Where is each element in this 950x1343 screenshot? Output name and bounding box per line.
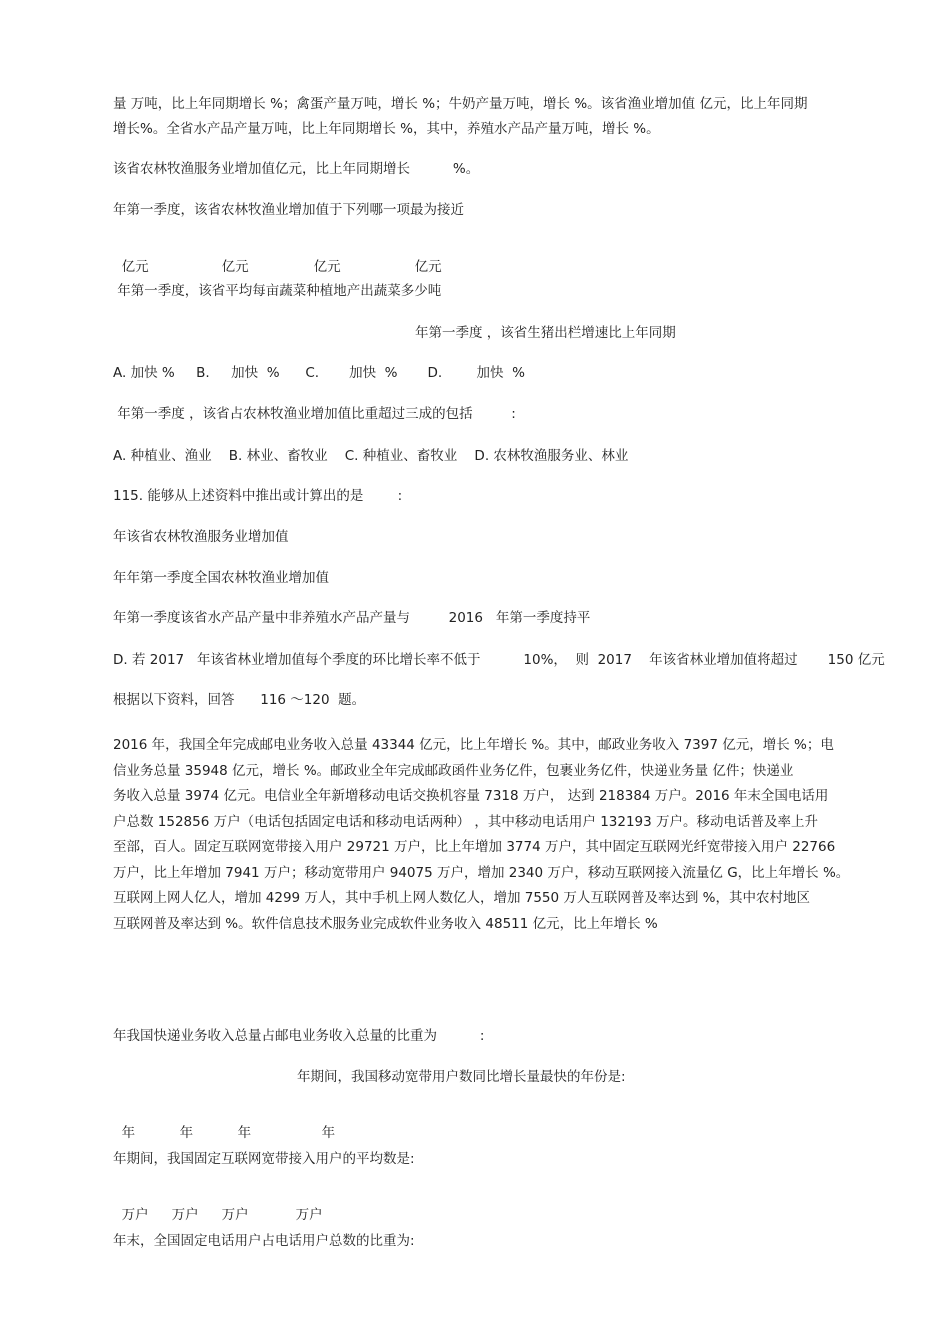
option-b: 亿元 — [221, 259, 249, 275]
question-117: 年期间，我国移动宽带用户数同比增长量最快的年份是: — [297, 1069, 626, 1085]
option-c: 亿元 — [313, 259, 341, 275]
option-c: 万户 — [221, 1207, 249, 1223]
option-d: 万户 — [295, 1207, 323, 1223]
option-b: 年 — [179, 1125, 194, 1141]
option-b: 万户 — [171, 1207, 199, 1223]
line-service-value: 该省农林牧渔服务业增加值亿元，比上年同期增长 %。 — [113, 161, 480, 177]
option-d: 亿元 — [414, 259, 442, 275]
question-pig-growth: 年第一季度 ，该省生猪出栏增速比上年同期 — [415, 325, 676, 341]
option-d: 年 — [321, 1125, 336, 1141]
options-year — [113, 1109, 335, 1141]
paragraph-agriculture: 量 万吨，比上年同期增长 %；禽蛋产量万吨，增长 %；牛奶产量万吨，增长 %。该省渔业增加值 亿元，比上年同期 增长%。全省水产品产量万吨，比上年同期增长 %，其中，养殖水产品产量万吨，增长 %。 — [113, 96, 808, 137]
option-c: 年 — [237, 1125, 252, 1141]
answer-115-c: 年第一季度该省水产品产量中非养殖水产品产量与 2016 年第一季度持平 — [113, 610, 591, 626]
option-a: 万户 — [121, 1207, 149, 1223]
options-yi-yuan — [113, 243, 442, 275]
paragraph-telecom: 2016 年，我国全年完成邮电业务收入总量 43344 亿元，比上年增长 %。其中，邮政业务收入 7397 亿元，增长 %；电 信业务总量 35948 亿元，增长 %。邮政业全年完成邮政函件业务亿件，包裹业务亿件，快递业务量 亿件；快递业 务收入总量 3974 亿元。电信业全年新增移动电话交换机容量 7318 万户， 达到 218384 万户。2016 年末全国电话用 户总数 152856 万户（电话包括固定电话和移动电话两种） ，其中移动电话用户 132193 万户。移动电话普及率上升 至部，百人。固定互联网宽带接入用户 29721 万户，比上年增加 3774 万户，其中固定互联网光纤宽带接入用户 22766 万户，比上年增加 7941 万户；移动宽带用户 94075 万户，增加 2340 万户，移动互联网接入流量亿 G，比上年增长 %。 互联网上网人亿人，增加 4299 万人，其中手机上网人数亿人，增加 7550 万人互联网普及率达到 %，其中农村地区 互联网普及率达到 %。软件信息技术服务业完成软件业务收入 48511 亿元，比上年增长 % — [113, 737, 850, 932]
option-a: 亿元 — [121, 259, 149, 275]
question-share: 年第一季度 ，该省占农林牧渔业增加值比重超过三成的包括 : — [113, 406, 516, 422]
question-115: 115. 能够从上述资料中推出或计算出的是 : — [113, 488, 403, 504]
answer-115-b: 年年第一季度全国农林牧渔业增加值 — [113, 570, 329, 586]
options-share: A. 种植业、渔业 B. 林业、畜牧业 C. 种植业、畜牧业 D. 农林牧渔服务业、林业 — [113, 448, 629, 464]
answer-115-d: D. 若 2017 年该省林业增加值每个季度的环比增长率不低于 10%， 则 2017 年该省林业增加值将超过 150 亿元 — [113, 652, 885, 668]
question-119: 年末，全国固定电话用户占电话用户总数的比重为: — [113, 1233, 415, 1249]
intro-116-120: 根据以下资料，回答 116 ～120 题。 — [113, 692, 366, 708]
question-vegetable-yield: 年第一季度，该省平均每亩蔬菜种植地产出蔬菜多少吨 — [113, 283, 442, 299]
question-first-quarter-value: 年第一季度，该省农林牧渔业增加值于下列哪一项最为接近 — [113, 202, 464, 218]
answer-115-a: 年该省农林牧渔服务业增加值 — [113, 529, 289, 545]
options-wanhu — [113, 1191, 323, 1223]
question-116: 年我国快递业务收入总量占邮电业务收入总量的比重为 : — [113, 1028, 485, 1044]
options-speed: A. 加快 % B. 加快 % C. 加快 % D. 加快 % — [113, 365, 525, 381]
option-a: 年 — [121, 1125, 136, 1141]
question-118: 年期间，我国固定互联网宽带接入用户的平均数是: — [113, 1151, 415, 1167]
